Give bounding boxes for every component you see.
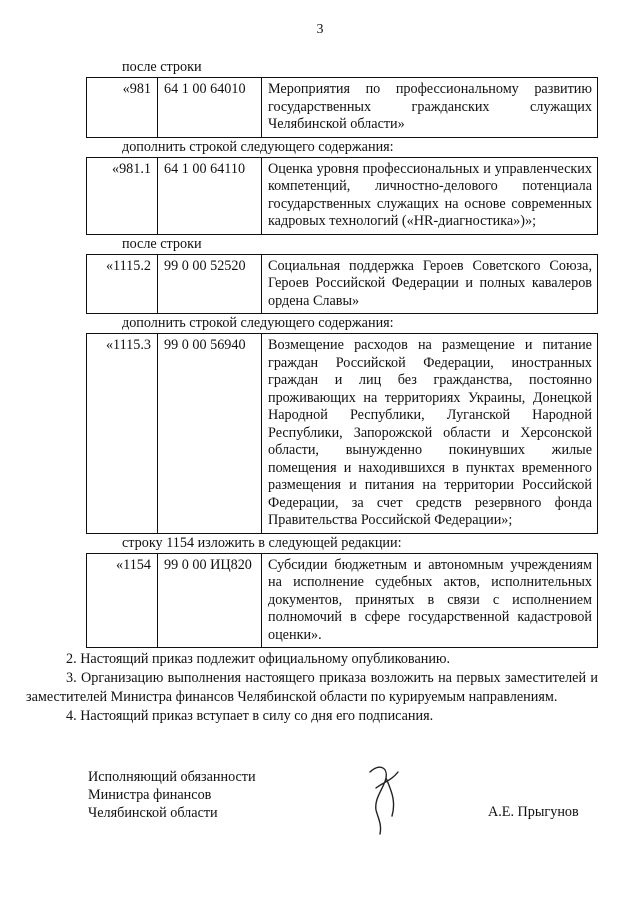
budget-row-table (86, 334, 598, 534)
row-code: «1154 (87, 554, 158, 648)
signature-block (88, 768, 256, 822)
paragraphs (26, 650, 598, 726)
kbk-code: 64 1 00 64110 (158, 158, 262, 235)
document-body (26, 58, 598, 726)
budget-row-table (86, 78, 598, 138)
table-row (87, 334, 598, 533)
budget-row-table (86, 554, 598, 649)
signer-name: А.Е. Прыгунов (488, 804, 579, 820)
row-description: Возмещение расходов на размещение и питание граждан Российской Федерации, иностранных граждан и лиц без гражданства, постоянно проживающих на территориях Украины, Донецкой Народной Республики, Луганской Народной Республики, Запорожской области и Херсонской области, вынужденно покинувших жилые помещения и находившихся в пунктах временного размещения и питания на территории Российской Федерации, за счет средств резервного фонда Правительства Российской Федерации»; (262, 334, 598, 533)
row-description: Социальная поддержка Героев Советского Союза, Героев Российской Федерации и полных кавалеров ордена Славы» (262, 255, 598, 314)
instruction-text: после строки (86, 235, 598, 255)
instruction-text: дополнить строкой следующего содержания: (86, 314, 598, 334)
row-description: Субсидии бюджетным и автономным учреждениям на исполнение судебных актов, исполнительных документов, принятых в связи с исполнением полномочий в сфере государственной кадастровой оценки». (262, 554, 598, 648)
row-code: «981 (87, 78, 158, 137)
row-code: «1115.3 (87, 334, 158, 533)
budget-row-table (86, 158, 598, 235)
row-description: Оценка уровня профессиональных и управленческих компетенций, личностно-делового потенциала государственных служащих на основе современных кадровых технологий («HR-диагностика»)»; (262, 158, 598, 235)
kbk-code: 64 1 00 64010 (158, 78, 262, 137)
table-row (87, 255, 598, 314)
budget-row-table (86, 255, 598, 315)
page-number: 3 (316, 22, 324, 37)
instruction-text: строку 1154 изложить в следующей редакции: (86, 534, 598, 554)
amendment-blocks (86, 58, 598, 648)
instruction-text: после строки (86, 58, 598, 78)
signer-position-line3: Челябинской области (88, 805, 218, 821)
instruction-text: дополнить строкой следующего содержания: (86, 138, 598, 158)
table-row (87, 158, 598, 235)
row-code: «1115.2 (87, 255, 158, 314)
kbk-code: 99 0 00 52520 (158, 255, 262, 314)
signer-position-line1: Исполняющий обязанности (88, 769, 256, 785)
table-row (87, 554, 598, 648)
signer-position-line2: Министра финансов (88, 787, 212, 803)
handwritten-signature (352, 758, 422, 838)
table-row (87, 78, 598, 137)
order-paragraph: 3. Организацию выполнения настоящего приказа возложить на первых заместителей и заместителей Министра финансов Челябинской области по курируемым направлениям. (26, 670, 598, 705)
order-paragraph: 4. Настоящий приказ вступает в силу со дня его подписания. (66, 708, 434, 724)
order-paragraph: 2. Настоящий приказ подлежит официальному опубликованию. (66, 651, 451, 667)
row-code: «981.1 (87, 158, 158, 235)
kbk-code: 99 0 00 56940 (158, 334, 262, 533)
kbk-code: 99 0 00 ИЦ820 (158, 554, 262, 648)
row-description: Мероприятия по профессиональному развитию государственных гражданских служащих Челябинской области» (262, 78, 598, 137)
